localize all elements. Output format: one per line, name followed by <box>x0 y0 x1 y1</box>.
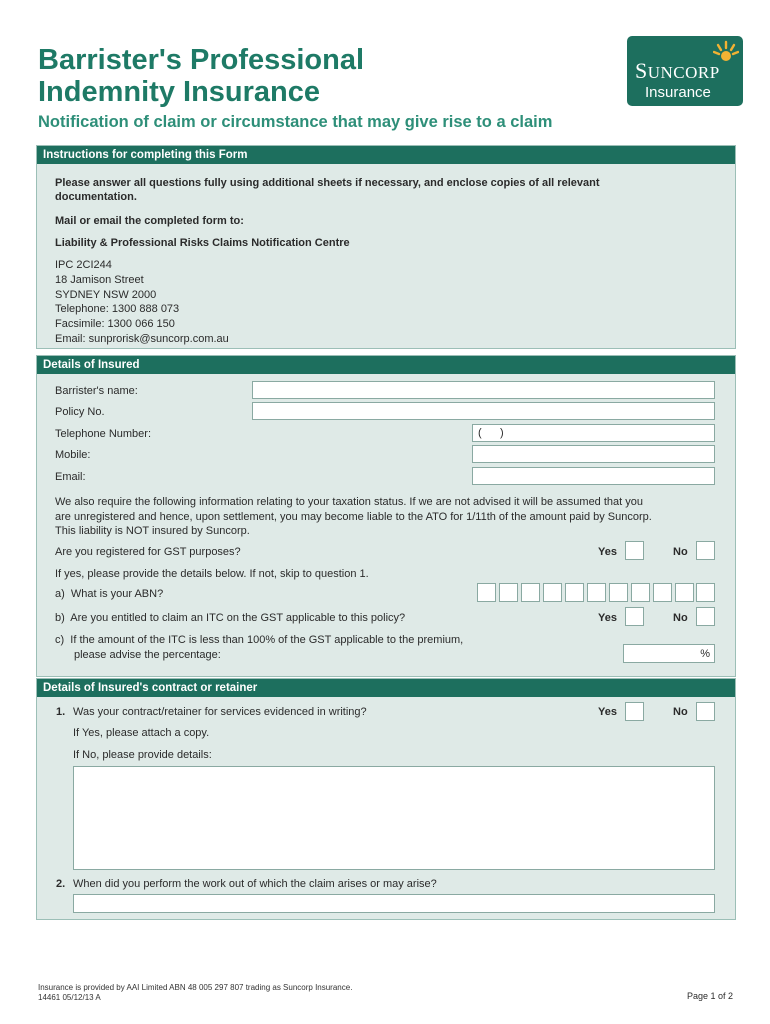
address-line: SYDNEY NSW 2000 <box>55 288 157 301</box>
q1-no-label: No <box>673 706 688 718</box>
itc-question: b) Are you entitled to claim an ITC on the GST applicable to this policy? <box>55 612 406 624</box>
abn-digit-box[interactable] <box>609 583 628 602</box>
q1-details-textarea[interactable] <box>73 766 715 870</box>
suncorp-logo <box>627 36 743 106</box>
tax-note-line: are unregistered and hence, upon settlement, you may become liable to the ATO for 1/11th of the amount paid by Suncorp. <box>55 510 652 523</box>
telephone-label: Telephone Number: <box>55 428 152 440</box>
gst-followup: If yes, please provide the details below. If not, skip to question 1. <box>55 568 369 580</box>
address-line: Facsimile: 1300 066 150 <box>55 318 175 331</box>
abn-digit-box[interactable] <box>675 583 694 602</box>
logo-brand-rest: UNCORP <box>647 63 720 82</box>
pct-question-line2: please advise the percentage: <box>74 649 221 661</box>
gst-no-checkbox[interactable] <box>696 541 715 560</box>
itc-no-checkbox[interactable] <box>696 607 715 626</box>
gst-yes-label: Yes <box>598 546 617 558</box>
email-label: Email: <box>55 471 86 483</box>
address-line: Email: sunprorisk@suncorp.com.au <box>55 332 229 345</box>
claims-centre: Liability & Professional Risks Claims Notification Centre <box>55 237 350 249</box>
q1-yes-checkbox[interactable] <box>625 702 644 721</box>
itc-yes-checkbox[interactable] <box>625 607 644 626</box>
insured-heading: Details of Insured <box>37 356 735 374</box>
barrister-name-label: Barrister's name: <box>55 385 138 397</box>
gst-question: Are you registered for GST purposes? <box>55 546 241 558</box>
instructions-paragraph <box>55 176 695 204</box>
q1-no-note: If No, please provide details: <box>73 749 212 761</box>
footer-line1: Insurance is provided by AAI Limited ABN 48 005 297 807 trading as Suncorp Insurance. <box>38 983 353 992</box>
gst-yes-checkbox[interactable] <box>625 541 644 560</box>
instructions-heading: Instructions for completing this Form <box>37 146 735 164</box>
page-subtitle: Notification of claim or circumstance that may give rise to a claim <box>38 113 553 131</box>
abn-digit-box[interactable] <box>477 583 496 602</box>
address-line: 18 Jamison Street <box>55 273 144 286</box>
telephone-area-code-brackets: ( ) <box>478 427 504 439</box>
footer-line2: 14461 05/12/13 A <box>38 993 101 1002</box>
instructions-para-line2: documentation. <box>55 191 137 203</box>
abn-digit-box[interactable] <box>653 583 672 602</box>
abn-digit-box[interactable] <box>565 583 584 602</box>
mobile-label: Mobile: <box>55 449 91 461</box>
address-line: Telephone: 1300 888 073 <box>55 303 180 316</box>
abn-question: a) What is your ABN? <box>55 588 164 600</box>
abn-digit-box[interactable] <box>696 583 715 602</box>
q1-no-checkbox[interactable] <box>696 702 715 721</box>
policy-no-label: Policy No. <box>55 406 105 418</box>
email-field[interactable] <box>472 467 715 485</box>
title-line-2: Indemnity Insurance <box>38 76 321 108</box>
q1-question: Was your contract/retainer for services evidenced in writing? <box>73 706 367 718</box>
q2-number: 2. <box>56 878 66 890</box>
abn-digit-box[interactable] <box>499 583 518 602</box>
address-line: IPC 2CI244 <box>55 259 112 271</box>
page-title <box>38 44 558 108</box>
q2-answer-field[interactable] <box>73 894 715 913</box>
mobile-field[interactable] <box>472 445 715 463</box>
pct-question-line1: c) If the amount of the ITC is less than 100% of the GST applicable to the premium, <box>55 634 464 646</box>
abn-digit-box[interactable] <box>543 583 562 602</box>
page-number: Page 1 of 2 <box>687 991 734 1001</box>
q1-yes-note: If Yes, please attach a copy. <box>73 727 210 739</box>
mail-label: Mail or email the completed form to: <box>55 215 244 227</box>
title-line-1: Barrister's Professional <box>38 44 365 76</box>
abn-digit-box[interactable] <box>587 583 606 602</box>
policy-no-field[interactable] <box>252 402 715 420</box>
q2-question: When did you perform the work out of which the claim arises or may arise? <box>73 878 437 890</box>
instructions-para-line1: Please answer all questions fully using additional sheets if necessary, and enclose copies of all relevant <box>55 177 600 189</box>
itc-percentage-question <box>55 633 463 663</box>
itc-yes-label: Yes <box>598 612 617 624</box>
footer-notice <box>38 983 352 1003</box>
q1-yes-label: Yes <box>598 706 617 718</box>
percent-symbol: % <box>700 648 710 660</box>
gst-no-label: No <box>673 546 688 558</box>
tax-status-note <box>55 495 652 539</box>
abn-digit-box[interactable] <box>631 583 650 602</box>
abn-digit-box[interactable] <box>521 583 540 602</box>
logo-brand <box>635 58 720 84</box>
logo-brand-first: S <box>635 58 648 83</box>
q1-number: 1. <box>56 706 66 718</box>
barrister-name-field[interactable] <box>252 381 715 399</box>
itc-percentage-field[interactable] <box>623 644 715 663</box>
tax-note-line: We also require the following information relating to your taxation status. If we are not advised it will be assumed that you <box>55 496 643 508</box>
abn-digit-boxes <box>477 583 715 602</box>
address-block <box>55 258 229 347</box>
tax-note-line: This liability is NOT insured by Suncorp. <box>55 525 250 538</box>
telephone-field[interactable] <box>472 424 715 442</box>
logo-sub: Insurance <box>645 84 711 101</box>
contract-heading: Details of Insured's contract or retainer <box>37 679 735 697</box>
itc-no-label: No <box>673 612 688 624</box>
